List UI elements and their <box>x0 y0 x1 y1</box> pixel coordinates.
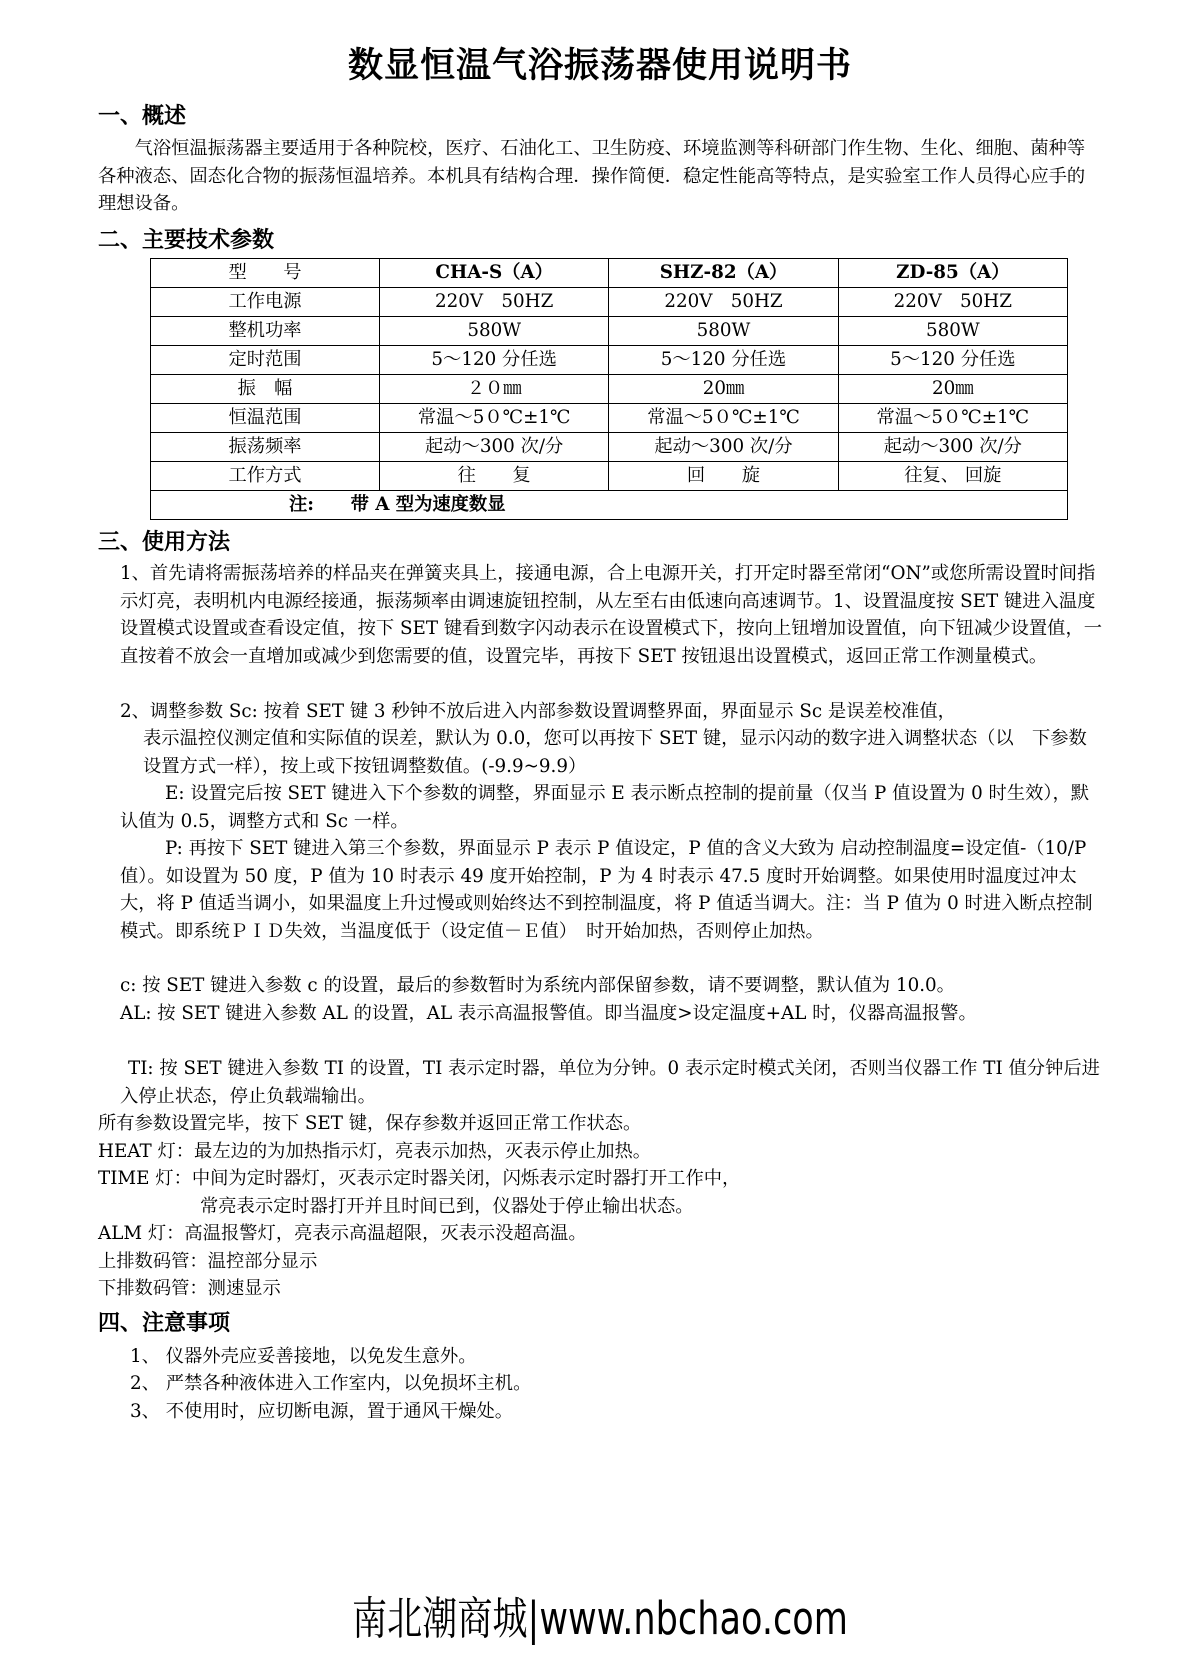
usage-line-upper-display: 上排数码管：温控部分显示 <box>98 1251 318 1272</box>
spec-cell: 580W <box>609 317 838 346</box>
spec-cell: 580W <box>838 317 1067 346</box>
notes-item: 2、 严禁各种液体进入工作室内，以免损坏主机。 <box>130 1373 532 1394</box>
usage-paragraph-p: P: 再按下 SET 键进入第三个参数，界面显示 P 表示 P 值设定，P 值的含义大致为 启动控制温度=设定值-（10/P 值）。如设置为 50 度，P 值为 10 时表示 49 度开始控制，P 为 4 时表示 47.5 度时开始调整。如果使用时温度过冲太大，将 P 值适当调小，如果温度上升过慢或则始终达不到控制温度，将 P 值适当调大。注：当 P 值为 0 时进入断点控制模式。即系统ＰＩＤ失效，当温度低于（设定值－Ｅ值） 时开始加热，否则停止加热。 <box>120 838 1093 942</box>
spec-cell: 振荡频率 <box>151 433 380 462</box>
spec-header-cell: SHZ-82（A） <box>609 259 838 288</box>
spec-cell: 5～120 分任选 <box>380 346 609 375</box>
spec-header-cell: ZD-85（A） <box>838 259 1067 288</box>
spec-header-cell: 型 号 <box>151 259 380 288</box>
spec-cell: 回 旋 <box>609 462 838 491</box>
spec-cell: 常温～5０℃±1℃ <box>380 404 609 433</box>
usage-line-heat: HEAT 灯：最左边的为加热指示灯，亮表示加热，灭表示停止加热。 <box>98 1141 652 1162</box>
usage-paragraph-2: 表示温控仪测定值和实际值的误差，默认为 0.0，您可以再按下 SET 键，显示闪动的数字进入调整状态（以 下参数设置方式一样），按上或下按钮调整数值。(-9.9~9.9） <box>143 728 1087 777</box>
spec-cell: 5～120 分任选 <box>609 346 838 375</box>
usage-line-time: TIME 灯：中间为定时器灯，灭表示定时器关闭，闪烁表示定时器打开工作中， <box>98 1168 741 1189</box>
spec-cell: 工作电源 <box>151 288 380 317</box>
spec-table-row <box>151 375 1068 404</box>
spec-table-row <box>151 462 1068 491</box>
usage-line-time-cont: 常亮表示定时器打开并且时间已到，仪器处于停止输出状态。 <box>200 1196 694 1217</box>
section-heading-specs: 二、主要技术参数 <box>98 228 275 253</box>
spec-cell: 220V 50HZ <box>838 288 1067 317</box>
spec-cell: 常温～5０℃±1℃ <box>838 404 1067 433</box>
spec-note: 注: 带 A 型为速度数显 <box>151 491 1068 520</box>
spec-cell: 整机功率 <box>151 317 380 346</box>
spec-cell: 220V 50HZ <box>380 288 609 317</box>
document-title: 数显恒温气浴振荡器使用说明书 <box>347 46 852 86</box>
spec-table-header-row <box>151 259 1068 288</box>
spec-table <box>150 258 1068 520</box>
spec-table-row <box>151 404 1068 433</box>
spec-cell: 起动～300 次/分 <box>380 433 609 462</box>
spec-table-note-row <box>151 491 1068 520</box>
spec-cell: 往复、 回旋 <box>838 462 1067 491</box>
section-heading-notes: 四、注意事项 <box>98 1311 231 1336</box>
spec-cell: 常温～5０℃±1℃ <box>609 404 838 433</box>
spec-table-row <box>151 288 1068 317</box>
usage-paragraph-e: E: 设置完后按 SET 键进入下个参数的调整，界面显示 E 表示断点控制的提前量（仅当 P 值设置为 0 时生效），默认值为 0.5，调整方式和 Sc 一样。 <box>120 783 1090 832</box>
usage-paragraph-ti: TI: 按 SET 键进入参数 TI 的设置，TI 表示定时器，单位为分钟。0 表示定时模式关闭，否则当仪器工作 TI 值分钟后进入停止状态，停止负载端输出。 <box>120 1058 1100 1107</box>
overview-paragraph: 气浴恒温振荡器主要适用于各种院校，医疗、石油化工、卫生防疫、环境监测等科研部门作生物、生化、细胞、菌种等各种液态、固态化合物的振荡恒温培养。本机具有结构合理．操作简便．稳定性能高等特点，是实验室工作人员得心应手的理想设备。 <box>98 138 1086 214</box>
spec-table-row <box>151 317 1068 346</box>
spec-header-cell: CHA-S（A） <box>380 259 609 288</box>
spec-cell: 5～120 分任选 <box>838 346 1067 375</box>
section-heading-overview: 一、概述 <box>98 104 187 129</box>
footer-watermark: 南北潮商城|www.nbchao.com <box>352 1592 848 1645</box>
spec-cell: 20㎜ <box>609 375 838 404</box>
section-heading-usage: 三、使用方法 <box>98 530 231 555</box>
usage-paragraph-2-lead: 2、调整参数 Sc: 按着 SET 键 3 秒钟不放后进入内部参数设置调整界面，界面显示 Sc 是误差校准值， <box>120 701 956 722</box>
spec-cell: 恒温范围 <box>151 404 380 433</box>
usage-line-lower-display: 下排数码管：测速显示 <box>98 1278 281 1299</box>
usage-paragraph-c: c: 按 SET 键进入参数 c 的设置，最后的参数暂时为系统内部保留参数，请不要调整，默认值为 10.0。 <box>120 975 955 996</box>
spec-table-row <box>151 433 1068 462</box>
usage-paragraph-1: 1、首先请将需振荡培养的样品夹在弹簧夹具上，接通电源，合上电源开关，打开定时器至常闭“ON”或您所需设置时间指示灯亮，表明机内电源经接通，振荡频率由调速旋钮控制，从左至右由低速向高速调节。1、设置温度按 SET 键进入温度设置模式设置或查看设定值，按下 SET 键看到数字闪动表示在设置模式下，按向上钮增加设置值，向下钮减少设置值，一直按着不放会一直增加或减少到您需要的值，设置完毕，再按下 SET 按钮退出设置模式，返回正常工作测量模式。 <box>120 563 1103 667</box>
notes-item: 1、 仪器外壳应妥善接地，以免发生意外。 <box>130 1346 477 1367</box>
spec-cell: 20㎜ <box>838 375 1067 404</box>
spec-cell: 起动～300 次/分 <box>609 433 838 462</box>
spec-cell: 工作方式 <box>151 462 380 491</box>
spec-cell: 振 幅 <box>151 375 380 404</box>
usage-paragraph-al: AL: 按 SET 键进入参数 AL 的设置，AL 表示高温报警值。即当温度>设定温度+AL 时，仪器高温报警。 <box>120 1003 977 1024</box>
notes-item: 3、 不使用时，应切断电源，置于通风干燥处。 <box>130 1401 514 1422</box>
usage-line-save: 所有参数设置完毕，按下 SET 键，保存参数并返回正常工作状态。 <box>98 1113 642 1134</box>
spec-cell: 580W <box>380 317 609 346</box>
usage-line-alm: ALM 灯：高温报警灯，亮表示高温超限，灭表示没超高温。 <box>98 1223 587 1244</box>
spec-cell: 220V 50HZ <box>609 288 838 317</box>
spec-cell: ２０㎜ <box>380 375 609 404</box>
spec-table-row <box>151 346 1068 375</box>
spec-cell: 往 复 <box>380 462 609 491</box>
spec-cell: 起动～300 次/分 <box>838 433 1067 462</box>
spec-cell: 定时范围 <box>151 346 380 375</box>
